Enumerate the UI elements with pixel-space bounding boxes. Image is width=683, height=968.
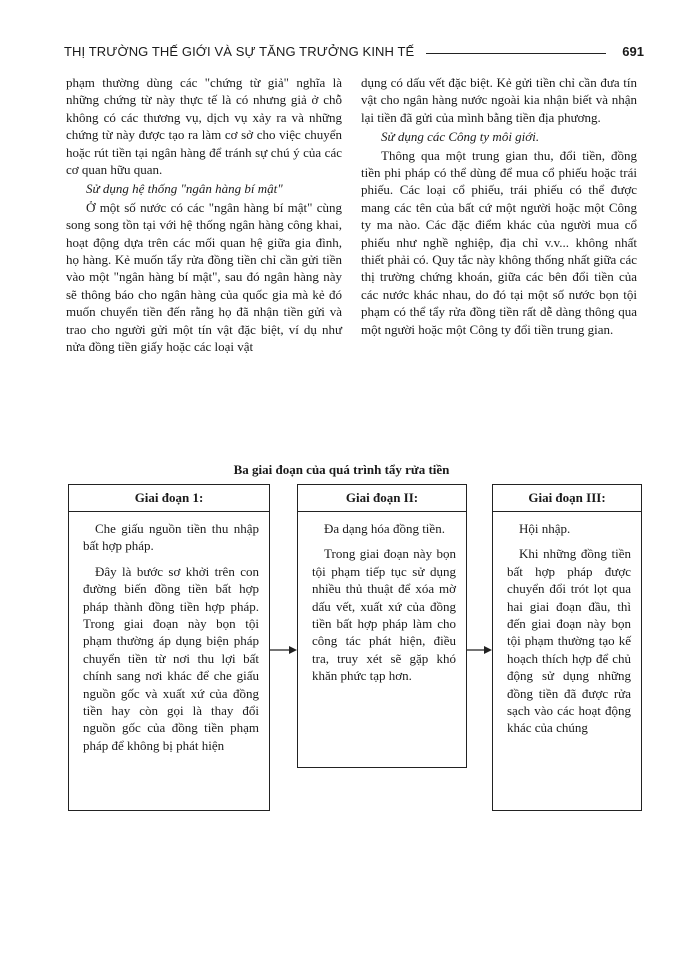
left-paragraph-2: Ở một số nước có các "ngân hàng bí mật" cùng song song tồn tại với hệ thống ngân hàng công khai, hoạt động dựa trên các mối quan hệ giữa gia đình, họ hàng. Kẻ muốn tẩy rửa đồng tiền chỉ cần gửi tiền vào một "ngân hàng bí mật", sau đó ngân hàng này sẽ thông báo cho ngân hàng của quốc gia mà kẻ đó muốn chuyển tiền đến rằng họ đã nhận tiền gửi và trao cho người gửi một tín vật đặc biệt, ví dụ như nửa đồng tiền giấy hoặc các loại vật [66,199,342,355]
stage-1-box [68,484,270,811]
stage-1-summary: Che giấu nguồn tiền thu nhập bất hợp pháp. [83,521,259,554]
stage-3-heading: Giai đoạn III: [493,485,641,512]
right-section-heading: Sử dụng các Công ty môi giới. [381,129,540,145]
left-column [66,74,342,356]
left-paragraph-1: phạm thường dùng các "chứng từ giả" nghĩa là những chứng từ này thực tế là có nhưng giả ở chỗ không có các thương vụ, dịch vụ xảy ra và những chứng từ này được tạo ra làm cơ sở cho việc chuyển hoặc rút tiền tại ngân hàng để tránh sự chú ý của các cơ quan hữu quan. [66,75,342,178]
stage-2-body [298,512,466,685]
running-header [64,44,644,64]
page-number: 691 [622,44,644,59]
stage-1-heading: Giai đoạn 1: [69,485,269,512]
stage-3-body [493,512,641,737]
right-column [361,74,637,338]
stage-1-description: Đây là bước sơ khởi trên con đường biến đồng tiền bất hợp pháp thành đồng tiền hợp pháp. Trong giai đoạn này bọn tội phạm thường áp dụng biện pháp chuyển tiền từ nơi thu lợi bất chính sang nơi khác để che giấu nguồn gốc và xuất xứ của đồng tiền hay còn gọi là thay đổi nguồn gốc của đồng tiền phạm pháp để không bị phát hiện [83,563,259,753]
stage-2-box [297,484,467,768]
diagram-title: Ba giai đoạn của quá trình tẩy rửa tiền [233,462,450,477]
stage-2-summary: Đa dạng hóa đồng tiền. [324,521,445,536]
arrow-stage-1-to-2-icon [270,644,298,656]
stage-3-summary: Hội nhập. [519,521,571,536]
stage-2-heading: Giai đoạn II: [298,485,466,512]
right-paragraph-1: dụng có dấu vết đặc biệt. Kẻ gửi tiền chỉ cần đưa tín vật cho ngân hàng nước ngoài kia nhận biết và nhận lại tiền đã gửi của mình bằng tiền địa phương. [361,75,637,125]
stage-2-description: Trong giai đoạn này bọn tội phạm tiếp tục sử dụng nhiều thủ thuật để xóa mờ dấu vết, xuất xứ của đồng tiền bất hợp pháp làm cho công tác phát hiện, điều tra, truy xét sẽ gặp khó khăn phức tạp hơn. [312,546,456,684]
stage-1-body [69,512,269,754]
right-paragraph-2: Thông qua một trung gian thu, đổi tiền, đồng tiền phi pháp có thể dùng để mua cổ phiếu hoặc trái phiếu. Các loại cổ phiếu, trái phiếu có thể được mang các tên của bất cứ một người hoặc một Công ty ma nào. Các đặc điểm khác của người mua cổ phiếu như nghề nghiệp, địa chỉ v.v... không nhất thiết phải có. Quy tắc này không thống nhất giữa các thị trường chứng khoán, giữa các bên đổi tiền của các nước khác nhau, do đó tại một số nước bọn tội phạm có thể tẩy rửa đồng tiền rất dễ dàng thông qua một người hoặc một Công ty đổi tiền trung gian. [361,147,637,337]
stage-3-box [492,484,642,811]
stage-3-description: Khi những đồng tiền bất hợp pháp được chuyển đổi trót lọt qua hai giai đoạn đầu, thì đến giai đoạn này bọn tội phạm thường tạo kế hoạch thích hợp để chủ động sử dụng những đồng tiền đã được rửa sạch vào các hoạt động khác của chúng [507,546,631,736]
header-title: THỊ TRƯỜNG THẾ GIỚI VÀ SỰ TĂNG TRƯỞNG KINH TẾ [64,44,415,59]
header-rule [426,53,606,54]
arrow-stage-2-to-3-icon [467,644,493,656]
left-section-heading: Sử dụng hệ thống "ngân hàng bí mật" [86,181,283,197]
